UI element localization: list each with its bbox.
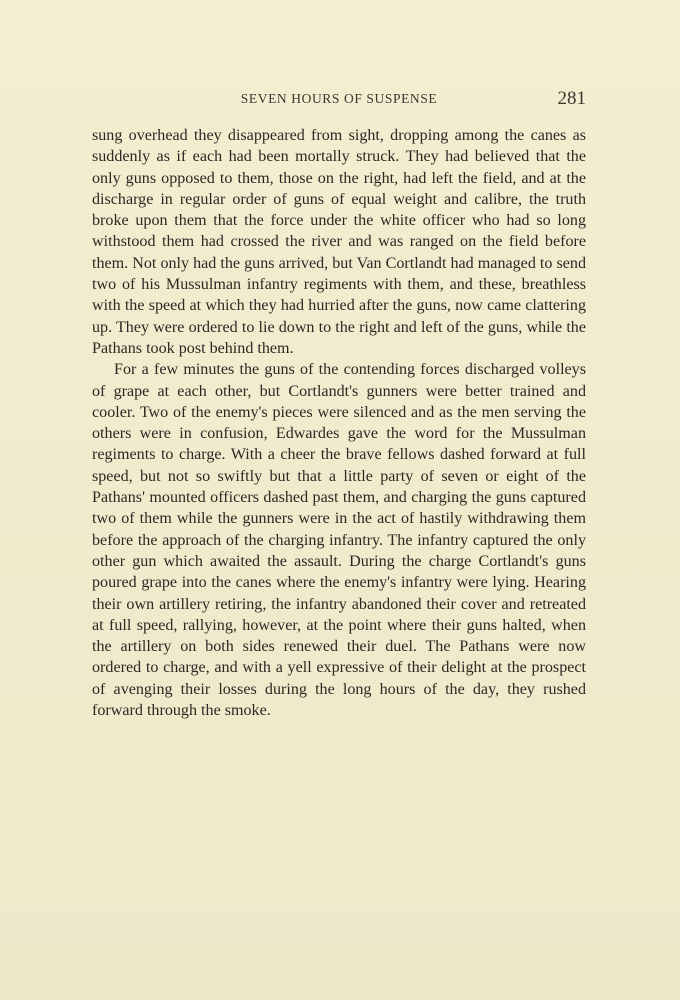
body-text (92, 125, 586, 721)
page-number: 281 (557, 88, 586, 109)
running-title: SEVEN HOURS OF SUSPENSE (240, 91, 438, 106)
paragraph-2: For a few minutes the guns of the contending forces discharged volleys of grape at each other, but Cortlandt's gunners were better trained and cooler. Two of the enemy's pieces were silenced and as the men serving the others were in confusion, Edwardes gave the word for the Mussulman regiments to charge. With a cheer the brave fellows dashed forward at full speed, but not so swiftly but that a little party of seven or eight of the Pathans' mounted officers dashed past them, and charging the guns captured two of them while the gunners were in the act of hastily withdrawing them before the approach of the charging infantry. The infantry captured the only other gun which awaited the assault. During the charge Cortlandt's guns poured grape into the canes where the enemy's infantry were lying. Hearing their own artillery retiring, the infantry abandoned their cover and retreated at full speed, rallying, however, at the point where their guns halted, when the artillery on both sides renewed their duel. The Pathans were now ordered to charge, and with a yell expressive of their delight at the prospect of avenging their losses during the long hours of the day, they rushed forward through the smoke. (92, 361, 586, 720)
paragraph-1: sung overhead they disappeared from sight, dropping among the canes as suddenly as if each had been mortally struck. They had believed that the only guns opposed to them, those on the right, had left the field, and at the discharge in regular order of guns of equal weight and calibre, the truth broke upon them that the force under the white officer who had so long withstood them had crossed the river and was ranged on the field before them. Not only had the guns arrived, but Van Cortlandt had managed to send two of his Mussulman infantry regiments with them, and these, breathless with the speed at which they had hurried after the guns, now came clattering up. They were ordered to lie down to the right and left of the guns, while the Pathans took post behind them. (92, 127, 586, 357)
running-head (92, 88, 586, 112)
